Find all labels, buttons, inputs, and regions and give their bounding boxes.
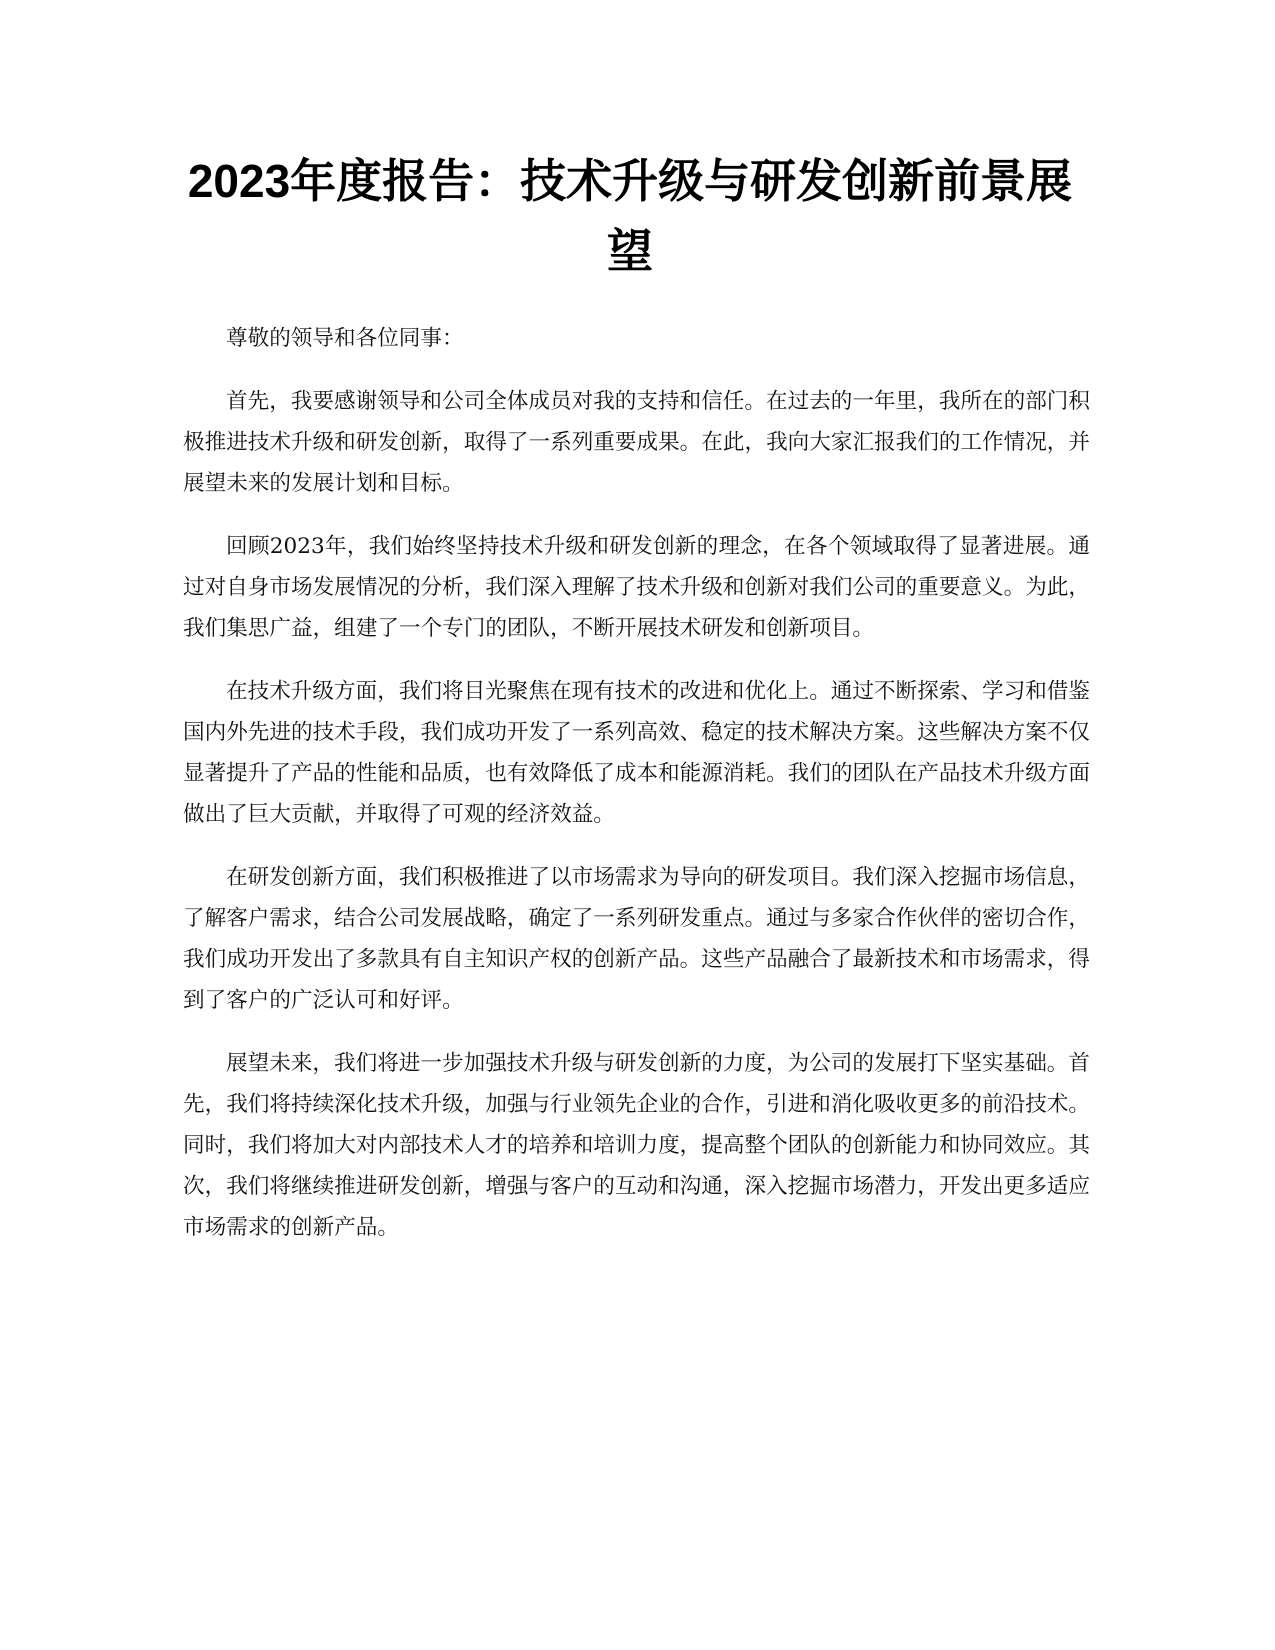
document-body (183, 318, 1090, 1270)
document-title: 2023年度报告：技术升级与研发创新前景展望 (187, 155, 1073, 277)
paragraph-4: 在研发创新方面，我们积极推进了以市场需求为导向的研发项目。我们深入挖掘市场信息，了解客户需求，结合公司发展战略，确定了一系列研发重点。通过与多家合作伙伴的密切合作，我们成功开发出了多款具有自主知识产权的创新产品。这些产品融合了最新技术和市场需求，得到了客户的广泛认可和好评。 (183, 865, 1090, 1013)
paragraph-3: 在技术升级方面，我们将目光聚焦在现有技术的改进和优化上。通过不断探索、学习和借鉴国内外先进的技术手段，我们成功开发了一系列高效、稳定的技术解决方案。这些解决方案不仅显著提升了产品的性能和品质，也有效降低了成本和能源消耗。我们的团队在产品技术升级方面做出了巨大贡献，并取得了可观的经济效益。 (183, 679, 1090, 827)
paragraph-2: 回顾2023年，我们始终坚持技术升级和研发创新的理念，在各个领域取得了显著进展。通过对自身市场发展情况的分析，我们深入理解了技术升级和创新对我们公司的重要意义。为此，我们集思广益，组建了一个专门的团队，不断开展技术研发和创新项目。 (183, 534, 1090, 641)
salutation: 尊敬的领导和各位同事： (226, 326, 464, 351)
paragraph-1: 首先，我要感谢领导和公司全体成员对我的支持和信任。在过去的一年里，我所在的部门积极推进技术升级和研发创新，取得了一系列重要成果。在此，我向大家汇报我们的工作情况，并展望未来的发展计划和目标。 (183, 389, 1090, 496)
paragraph-5: 展望未来，我们将进一步加强技术升级与研发创新的力度，为公司的发展打下坚实基础。首先，我们将持续深化技术升级，加强与行业领先企业的合作，引进和消化吸收更多的前沿技术。同时，我们将加大对内部技术人才的培养和培训力度，提高整个团队的创新能力和协同效应。其次，我们将继续推进研发创新，增强与客户的互动和沟通，深入挖掘市场潜力，开发出更多适应市场需求的创新产品。 (183, 1051, 1090, 1240)
